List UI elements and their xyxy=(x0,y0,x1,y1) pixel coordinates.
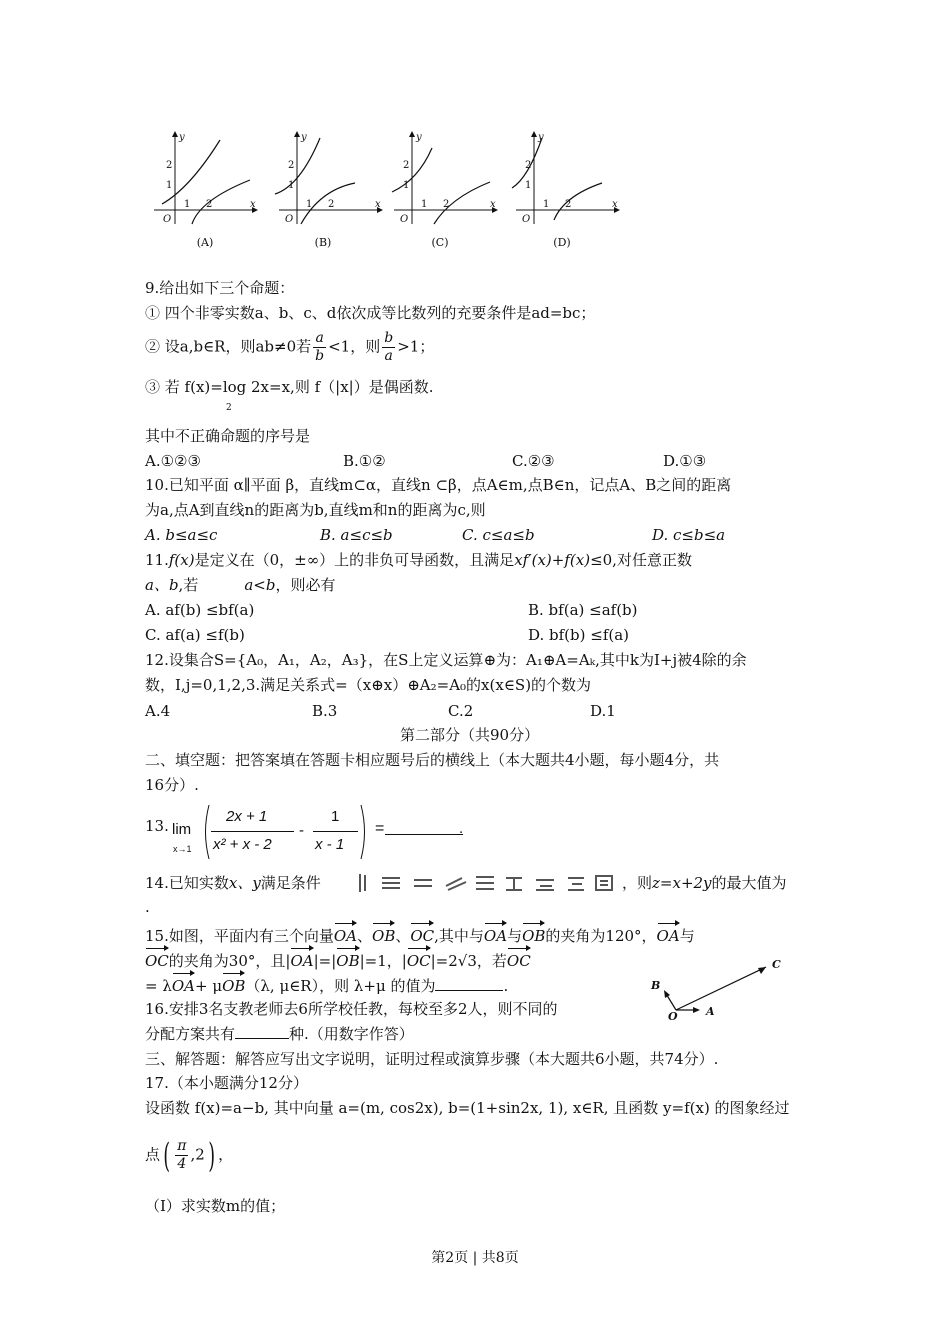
y-tick-2: 2 xyxy=(525,160,532,171)
q11-option-a: A. af(b) ≤bf(a) xyxy=(145,601,255,619)
q12-line1: 12.设集合S={A₀，A₁，A₂，A₃}，在S上定义运算⊕为：A₁⊕A=Aₖ,其中k为I+j被4除的余 xyxy=(145,651,747,669)
q11-line1: 11.f(x)是定义在（0，±∞）上的非负可导函数，且满足xf′(x)+f(x)≤0,对任意正数 xyxy=(145,551,692,569)
y-label: y xyxy=(538,132,544,143)
q13-minus: - xyxy=(299,822,304,839)
graph-panel-c xyxy=(392,131,498,225)
graph-caption-d: (D) xyxy=(553,236,571,249)
solve-heading: 三、解答题：解答应写出文字说明，证明过程或演算步骤（本大题共6小题，共74分）. xyxy=(145,1050,719,1068)
q13-equals: = xyxy=(375,820,385,837)
q9-prop2: ② 设a,b∈R，则ab≠0若 $\frac{a}{b}$ <1，则 $\frac{b}{a}$ >1； xyxy=(145,330,435,364)
x-label: x xyxy=(250,199,256,210)
y-tick-2: 2 xyxy=(288,160,295,171)
q17-point: 点( $\frac{\pi}{4}$ ,2) ， xyxy=(145,1135,234,1176)
q12-option-b: B.3 xyxy=(312,702,338,720)
origin-label: O xyxy=(285,214,294,225)
q9-frac2: $\frac{b}{a}$ xyxy=(384,330,394,364)
q10-option-a: A. b≤a≤c xyxy=(145,526,218,544)
y-axis-arrow xyxy=(409,131,415,137)
curve-log xyxy=(554,183,602,220)
q13-frac2-num: 1 xyxy=(331,808,340,825)
q9-ask: 其中不正确命题的序号是 xyxy=(145,427,311,445)
x-tick-2: 2 xyxy=(565,199,572,210)
q11-option-c: C. af(a) ≤f(b) xyxy=(145,626,245,644)
y-axis-arrow xyxy=(294,131,300,137)
x-tick-1: 1 xyxy=(543,199,550,210)
q15-line1: 15.如图，平面内有三个向量OA、OB、OC,其中与OA与OB的夹角为120°，OA与 xyxy=(145,923,695,946)
q9-option-d: D.①③ xyxy=(663,452,707,470)
q12-option-a: A.4 xyxy=(145,702,171,720)
q13-frac2-den: x - 1 xyxy=(315,836,345,853)
q9-prop1: ① 四个非零实数a、b、c、d依次成等比数列的充要条件是ad=bc； xyxy=(145,304,596,322)
x-tick-1: 1 xyxy=(184,199,191,210)
q15-line3: = λOA+ μOB（λ, μ∈R），则 λ+μ 的值为 . xyxy=(145,973,508,996)
q13 xyxy=(145,800,485,864)
q9-option-a: A.①②③ xyxy=(145,452,201,470)
y-label: y xyxy=(179,132,185,143)
q17-part1: （Ⅰ）求实数m的值； xyxy=(145,1197,286,1215)
x-label: x xyxy=(612,199,618,210)
y-tick-2: 2 xyxy=(403,160,410,171)
curve-increasing xyxy=(162,140,220,204)
y-tick-1: 1 xyxy=(166,180,173,191)
q13-frac2-bar xyxy=(313,831,358,832)
graph-panel-b xyxy=(275,131,383,225)
q13-right-paren xyxy=(359,804,369,860)
q13-lim: lim xyxy=(172,821,192,838)
q10-line2: 为a,点A到直线n的距离为b,直线m和n的距离为c,则 xyxy=(145,501,486,519)
q11-option-d: D. bf(b) ≤f(a) xyxy=(528,626,630,644)
q13-dot: . xyxy=(459,820,464,837)
graph-caption-c: (C) xyxy=(431,236,449,249)
graph-panel-a xyxy=(154,131,258,225)
q9-option-c: C.②③ xyxy=(512,452,555,470)
q17-line1: 设函数 f(x)=a−b, 其中向量 a=(m, cos2x), b=(1+sin2x, 1), x∈R, 且函数 y=f(x) 的图象经过 xyxy=(145,1099,790,1117)
q12-option-d: D.1 xyxy=(590,702,616,720)
q9-log-subscript: 2 xyxy=(226,403,232,413)
q9-frac1: $\frac{a}{b}$ xyxy=(315,330,325,364)
graph-options xyxy=(150,128,620,253)
y-axis-arrow xyxy=(531,131,537,137)
origin-label: O xyxy=(163,214,172,225)
q14-line-end: ，则z=x+2y的最大值为 xyxy=(622,874,787,892)
y-tick-1: 1 xyxy=(403,180,410,191)
q17-point-frac: $\frac{\pi}{4}$ xyxy=(177,1138,187,1172)
q9-prop3: ③ 若 f(x)=log 2x=x,则 f（|x|）是偶函数. xyxy=(145,378,434,396)
x-tick-2: 2 xyxy=(328,199,335,210)
origin-label: O xyxy=(400,214,409,225)
q10-option-d: D. c≤b≤a xyxy=(652,526,726,544)
q9-option-b: B.①② xyxy=(343,452,386,470)
page-footer: 第2页 | 共8页 xyxy=(431,1250,519,1266)
q10-option-b: B. a≤c≤b xyxy=(320,526,393,544)
graph-caption-a: (A) xyxy=(196,236,214,249)
graph-caption-b: (B) xyxy=(314,236,332,249)
q10-option-c: C. c≤a≤b xyxy=(462,526,535,544)
x-tick-1: 1 xyxy=(306,199,313,210)
origin-label: O xyxy=(522,214,531,225)
y-tick-1: 1 xyxy=(525,180,532,191)
y-label: y xyxy=(301,132,307,143)
y-tick-2: 2 xyxy=(166,160,173,171)
q13-frac1-bar xyxy=(211,831,294,832)
q16-answer-blank[interactable] xyxy=(235,1038,289,1039)
q13-answer-blank[interactable] xyxy=(385,834,463,835)
q15-fig-label-a: A xyxy=(706,1005,715,1018)
q14-constraint-image xyxy=(356,872,618,894)
q16-line2: 分配方案共有 种.（用数字作答） xyxy=(145,1025,414,1043)
q13-label: 13. xyxy=(145,817,169,835)
fill-heading-line1: 二、填空题：把答案填在答题卡相应题号后的横线上（本大题共4小题，每小题4分，共 xyxy=(145,751,720,769)
y-tick-1: 1 xyxy=(288,180,295,191)
x-tick-2: 2 xyxy=(206,199,213,210)
x-label: x xyxy=(375,199,381,210)
q15-line2: OC的夹角为30°，且|OA|=|OB|=1，|OC|=2√3，若OC xyxy=(145,948,531,971)
curve-log xyxy=(192,180,250,224)
q15-fig-label-b: B xyxy=(651,979,661,992)
x-tick-2: 2 xyxy=(443,199,450,210)
q13-frac1-num: 2x + 1 xyxy=(226,808,268,825)
fill-heading-line2: 16分）. xyxy=(145,776,199,794)
y-label: y xyxy=(416,132,422,143)
q15-vector-figure xyxy=(648,955,788,1025)
graph-panel-d xyxy=(512,131,620,225)
graph-figures xyxy=(150,128,620,233)
x-label: x xyxy=(490,199,496,210)
q11-option-b: B. bf(a) ≤af(b) xyxy=(528,601,638,619)
y-axis-arrow xyxy=(172,131,178,137)
q15-answer-blank[interactable] xyxy=(435,990,503,991)
q13-lim-sub: x→1 xyxy=(173,844,192,854)
q13-frac1-den: x² + x - 2 xyxy=(213,836,272,853)
x-tick-1: 1 xyxy=(421,199,428,210)
q12-option-c: C.2 xyxy=(448,702,474,720)
q10-line1: 10.已知平面 α∥平面 β，直线m⊂α，直线n ⊂β，点A∈m,点B∈n，记点A、B之间的距离 xyxy=(145,476,732,494)
q11-line2: a、b,若 a<b，则必有 xyxy=(145,576,336,594)
part2-heading: 第二部分（共90分） xyxy=(400,726,540,744)
q9-title: 9.给出如下三个命题： xyxy=(145,279,295,297)
q15-fig-label-c: C xyxy=(772,958,781,971)
q13-left-paren xyxy=(201,804,211,860)
q17-title: 17.（本小题满分12分） xyxy=(145,1074,308,1092)
q16-line1: 16.安排3名支教老师去6所学校任教，每校至多2人，则不同的 xyxy=(145,1000,558,1018)
q12-line2: 数，I,j=0,1,2,3.满足关系式=（x⊕x）⊕A₂=A₀的x(x∈S)的个数为 xyxy=(145,676,592,694)
q14-line: 14.已知实数x、y满足条件 xyxy=(145,874,321,892)
q14-end-blank[interactable]: . xyxy=(145,898,150,916)
q15-fig-label-o: O xyxy=(668,1010,678,1023)
